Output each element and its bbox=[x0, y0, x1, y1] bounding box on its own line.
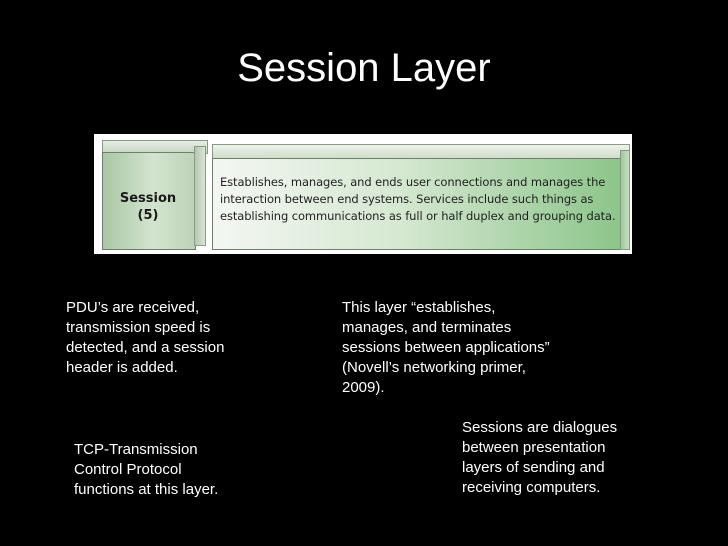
note-pdu: PDU’s are received, transmission speed is detected, and a session header is added. bbox=[66, 299, 225, 376]
session-box-side-face bbox=[194, 146, 206, 246]
session-box-label bbox=[102, 190, 194, 224]
note-sessions: Sessions are dialogues between presentation layers of sending and receiving computers. bbox=[462, 419, 618, 496]
layer-number: (5) bbox=[137, 208, 159, 223]
layer-description: Establishes, manages, and ends user connections and manages the interaction between end systems. Services include such things as establishing communications as full or half duplex and grouping data. bbox=[220, 175, 616, 223]
note-layer-quote: This layer “establishes, manages, and terminates sessions between applications” (Novell’s networking primer, 2009). bbox=[342, 299, 550, 396]
slide-title: Session Layer bbox=[237, 46, 491, 90]
layer-name: Session bbox=[119, 191, 177, 206]
session-layer-diagram bbox=[94, 134, 632, 254]
note-tcp: TCP-Transmission Control Protocol functions at this layer. bbox=[74, 441, 219, 498]
